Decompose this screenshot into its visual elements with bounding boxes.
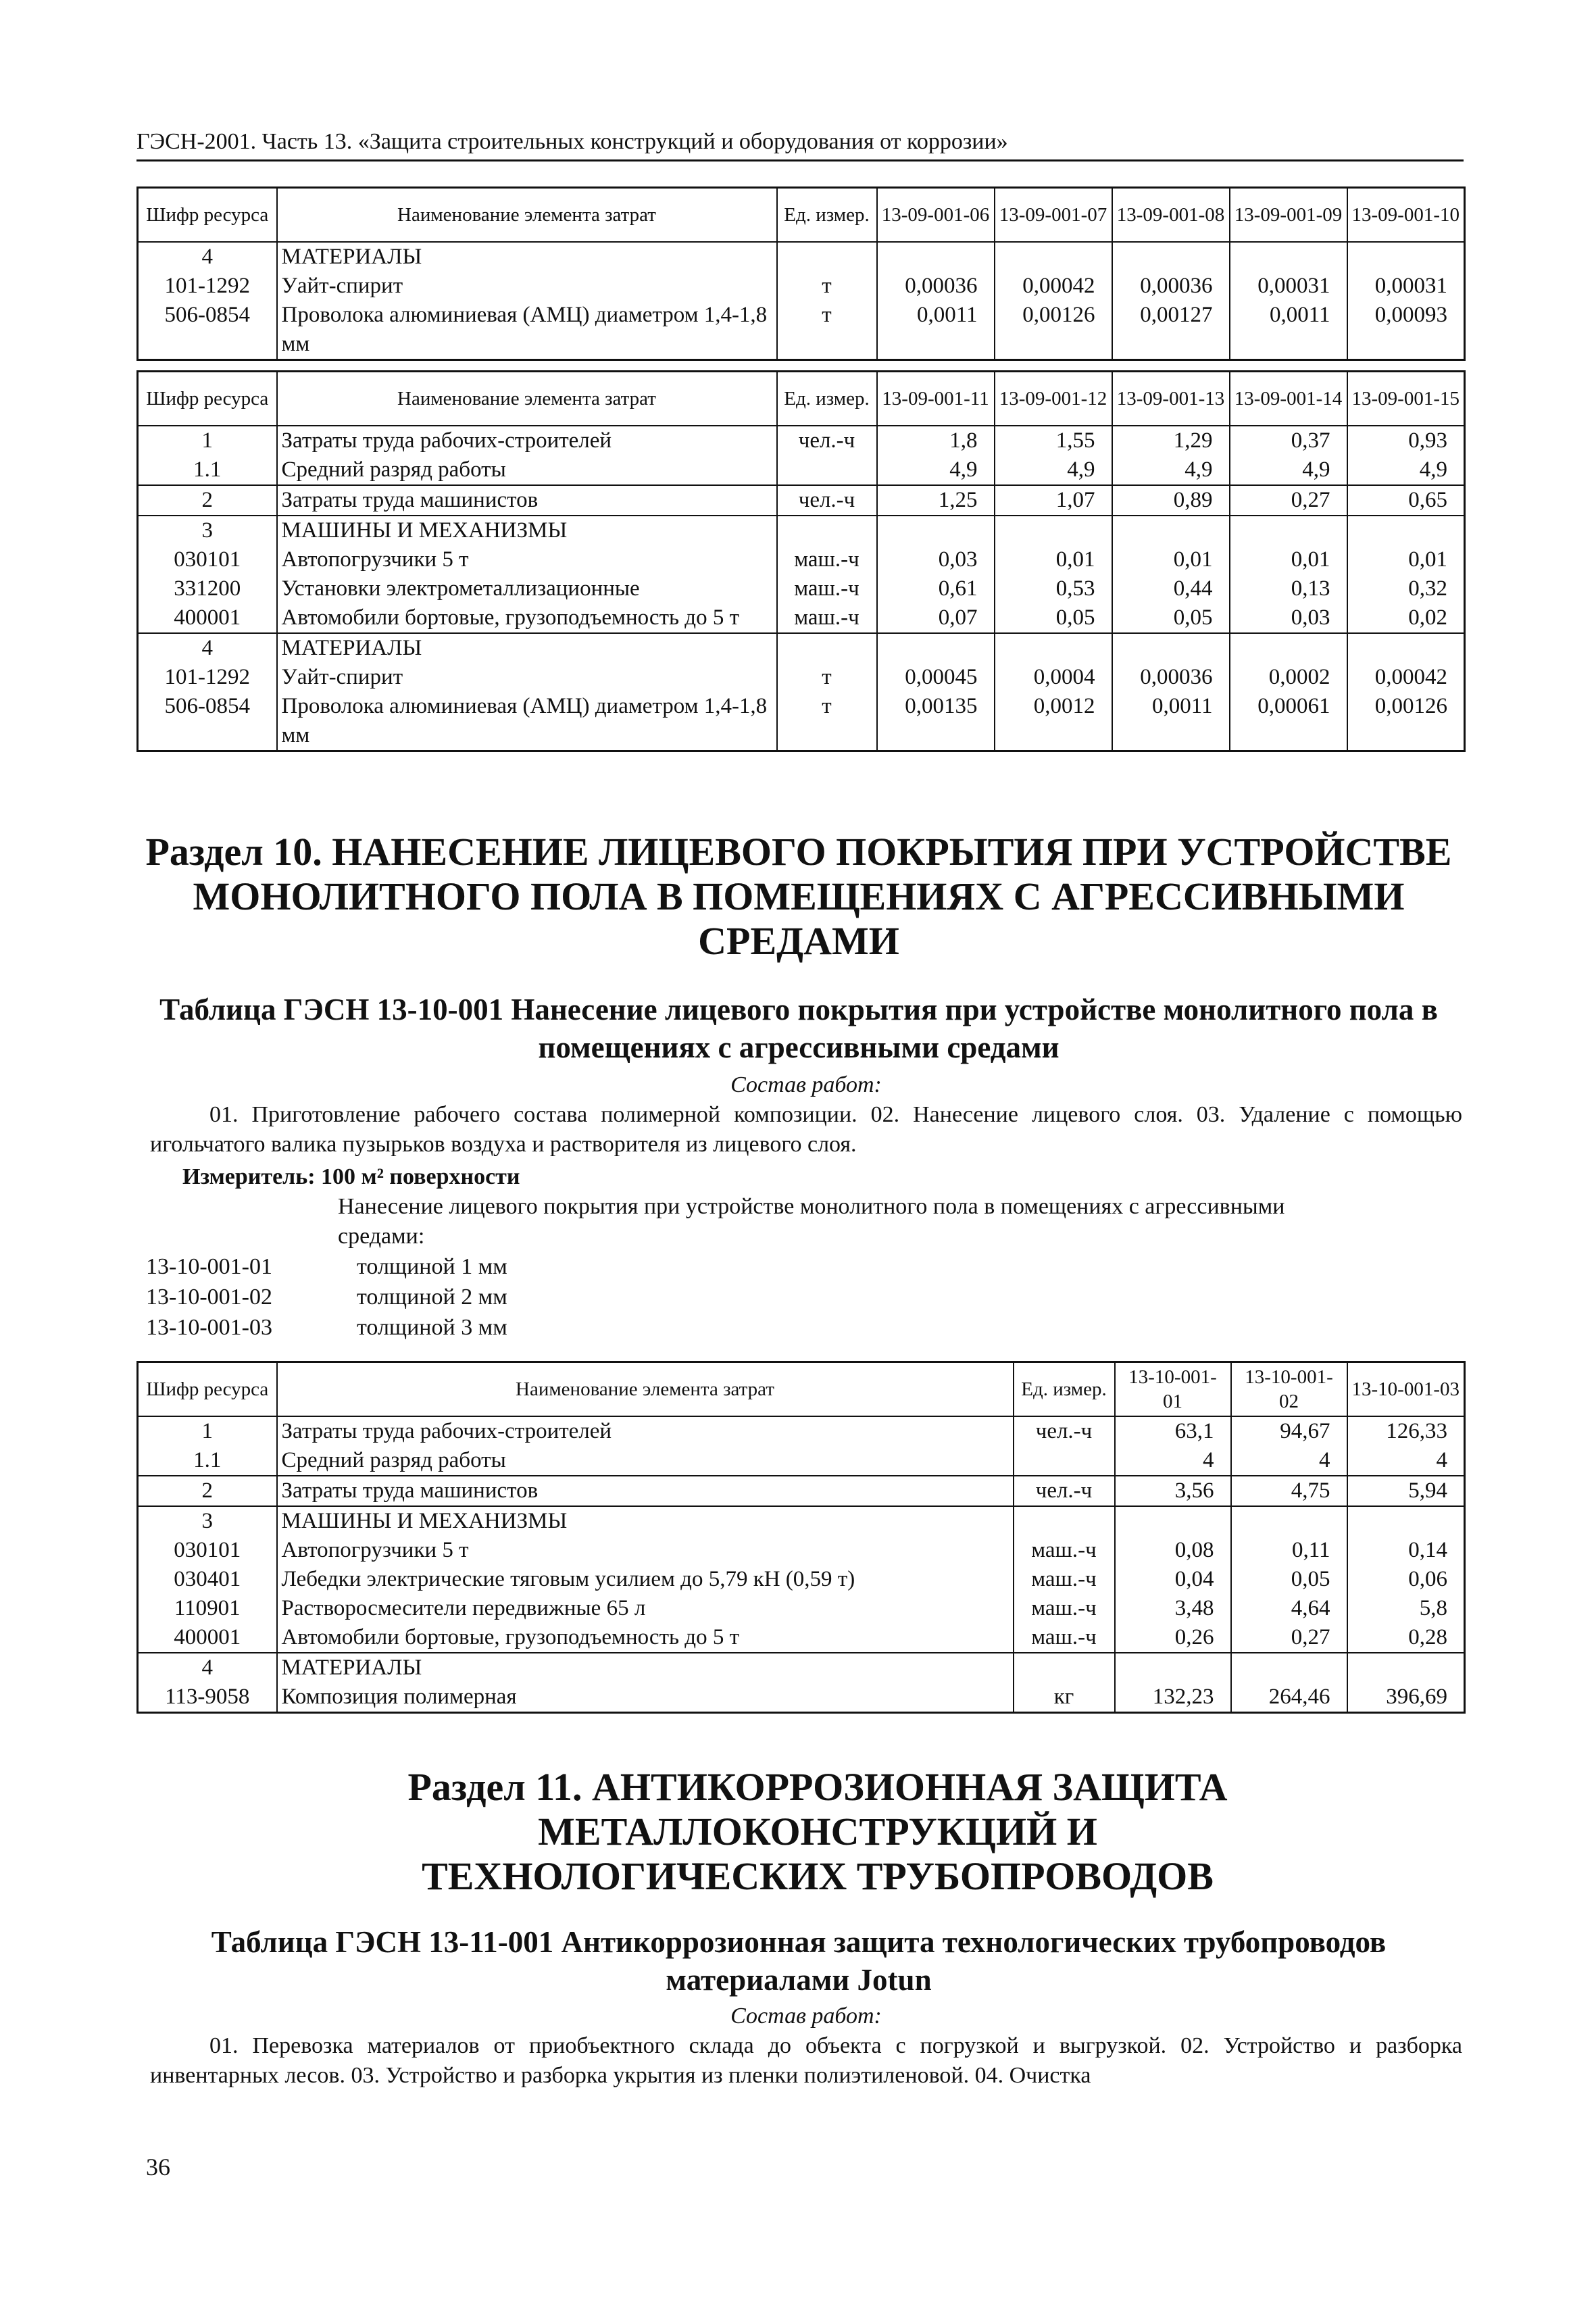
table-group-row: [138, 1476, 1465, 1506]
cell-value: [995, 633, 1112, 663]
cell-value: 0,00126: [1347, 692, 1465, 751]
cell-value: 0,61: [877, 574, 995, 603]
cell-value: 0,01: [1230, 545, 1347, 574]
cell-value: 1,07: [995, 485, 1112, 516]
cell-value: 0,65: [1347, 485, 1465, 516]
sostav-label: Состав работ:: [730, 1072, 882, 1097]
cell-unit: т: [777, 692, 877, 751]
cell-value: [1347, 242, 1465, 272]
cell-name: Затраты труда машинистов: [277, 1476, 1014, 1506]
cell-value: 0,06: [1347, 1565, 1465, 1594]
table-row: [138, 1536, 1465, 1565]
cell-value: 0,26: [1115, 1623, 1231, 1653]
cell-unit: [777, 455, 877, 485]
cell-code: 030101: [138, 1536, 277, 1565]
header-norm-code: 13-09-001-13: [1112, 372, 1230, 426]
cell-code: 2: [138, 485, 277, 516]
cell-value: [1115, 1653, 1231, 1683]
cell-unit: т: [777, 301, 877, 360]
cell-value: 0,93: [1347, 426, 1465, 455]
cell-value: 4: [1231, 1446, 1347, 1476]
cell-value: 1,25: [877, 485, 995, 516]
cell-code: 1: [138, 426, 277, 455]
cell-code: 3: [138, 1506, 277, 1536]
cell-unit: маш.-ч: [1014, 1594, 1115, 1623]
cell-value: 0,00036: [1112, 663, 1230, 692]
cell-code: 4: [138, 242, 277, 272]
cell-value: 0,00045: [877, 663, 995, 692]
cell-name: Средний разряд работы: [277, 1446, 1014, 1476]
cell-value: 0,37: [1230, 426, 1347, 455]
cell-value: [1230, 633, 1347, 663]
cell-value: [995, 242, 1112, 272]
cell-name: МАТЕРИАЛЫ: [277, 1653, 1014, 1683]
cell-value: [1230, 516, 1347, 545]
cell-name: Автопогрузчики 5 т: [277, 545, 777, 574]
cell-value: 0,89: [1112, 485, 1230, 516]
table-group-row: [138, 1416, 1465, 1446]
cell-code: 101-1292: [138, 663, 277, 692]
page-number: 36: [146, 2154, 170, 2181]
cell-value: 0,01: [995, 545, 1112, 574]
cell-value: 4: [1347, 1446, 1465, 1476]
header-unit: Ед. измер.: [777, 188, 877, 243]
work-item-list: [146, 1251, 957, 1343]
cell-value: 0,05: [1231, 1565, 1347, 1594]
table-row: [138, 574, 1465, 603]
cell-value: 0,0011: [1230, 301, 1347, 360]
cell-value: 63,1: [1115, 1416, 1231, 1446]
header-unit: Ед. измер.: [1014, 1362, 1115, 1417]
cell-value: 0,08: [1115, 1536, 1231, 1565]
cell-value: 264,46: [1231, 1683, 1347, 1713]
cell-value: 5,94: [1347, 1476, 1465, 1506]
cell-value: 0,0011: [1112, 692, 1230, 751]
header-norm-code: 13-10-001-03: [1347, 1362, 1465, 1417]
header-code: Шифр ресурса: [138, 372, 277, 426]
cell-value: [1347, 633, 1465, 663]
cell-code: 400001: [138, 1623, 277, 1653]
cell-value: [877, 242, 995, 272]
cell-code: 030401: [138, 1565, 277, 1594]
work-description: Нанесение лицевого покрытия при устройстве монолитного пола в помещениях с агрессивными средами:: [338, 1194, 1285, 1249]
cell-value: 0,04: [1115, 1565, 1231, 1594]
cell-code: 030101: [138, 545, 277, 574]
section-11-title: Раздел 11. АНТИКОРРОЗИОННАЯ ЗАЩИТА МЕТАЛЛОКОНСТРУКЦИЙ И ТЕХНОЛОГИЧЕСКИХ ТРУБОПРОВОДОВ: [407, 1765, 1228, 1898]
table-group-row: [138, 633, 1465, 663]
cell-unit: т: [777, 272, 877, 301]
table-row: [138, 301, 1465, 360]
cell-code: 331200: [138, 574, 277, 603]
cell-value: 0,44: [1112, 574, 1230, 603]
table-row: [138, 272, 1465, 301]
cell-value: 132,23: [1115, 1683, 1231, 1713]
header-norm-code: 13-09-001-06: [877, 188, 995, 243]
cell-value: 0,14: [1347, 1536, 1465, 1565]
cell-name: Затраты труда рабочих-строителей: [277, 426, 777, 455]
cell-unit: [777, 633, 877, 663]
cell-value: [1115, 1506, 1231, 1536]
cell-unit: [777, 516, 877, 545]
cell-value: 4,64: [1231, 1594, 1347, 1623]
cell-value: [1347, 1506, 1465, 1536]
cell-value: 0,00036: [877, 272, 995, 301]
table-row: [138, 663, 1465, 692]
cell-value: 0,00031: [1230, 272, 1347, 301]
cell-unit: [777, 242, 877, 272]
cell-unit: маш.-ч: [777, 545, 877, 574]
cell-unit: т: [777, 663, 877, 692]
header-norm-code: 13-09-001-12: [995, 372, 1112, 426]
cell-unit: [1014, 1506, 1115, 1536]
cell-value: 94,67: [1231, 1416, 1347, 1446]
cell-unit: маш.-ч: [1014, 1536, 1115, 1565]
cell-value: 0,03: [877, 545, 995, 574]
cell-code: 400001: [138, 603, 277, 633]
cell-value: 3,48: [1115, 1594, 1231, 1623]
table-group-row: [138, 1653, 1465, 1683]
header-norm-code: 13-09-001-09: [1230, 188, 1347, 243]
table-row: [138, 603, 1465, 633]
cell-name: Средний разряд работы: [277, 455, 777, 485]
header-norm-code: 13-09-001-07: [995, 188, 1112, 243]
cell-value: 4,9: [1230, 455, 1347, 485]
header-name: Наименование элемента затрат: [277, 372, 777, 426]
header-norm-code: 13-10-001-02: [1231, 1362, 1347, 1417]
table-row: [138, 1623, 1465, 1653]
cell-unit: [1014, 1653, 1115, 1683]
table-row: [138, 692, 1465, 751]
cell-code: 506-0854: [138, 692, 277, 751]
cell-value: 0,00036: [1112, 272, 1230, 301]
table-group-row: [138, 516, 1465, 545]
cell-value: 0,01: [1112, 545, 1230, 574]
table-row: [138, 1594, 1465, 1623]
cell-value: 1,29: [1112, 426, 1230, 455]
cell-code: 110901: [138, 1594, 277, 1623]
cell-value: [995, 516, 1112, 545]
cell-value: 4,9: [1112, 455, 1230, 485]
cell-value: 0,32: [1347, 574, 1465, 603]
cell-value: [1112, 516, 1230, 545]
cell-value: 0,13: [1230, 574, 1347, 603]
header-name: Наименование элемента затрат: [277, 188, 777, 243]
cell-value: 1,8: [877, 426, 995, 455]
cell-unit: чел.-ч: [777, 426, 877, 455]
cell-value: [1347, 1653, 1465, 1683]
work-item: 13-10-001-02 толщиной 2 мм: [146, 1285, 507, 1310]
table-13-10-001-title: Таблица ГЭСН 13-10-001 Нанесение лицевого покрытия при устройстве монолитного пола в помещениях с агрессивными средами: [159, 993, 1438, 1064]
cell-value: 0,11: [1231, 1536, 1347, 1565]
sostav-label-11: Состав работ:: [730, 2003, 882, 2028]
header-norm-code: 13-09-001-15: [1347, 372, 1465, 426]
cell-value: 0,00127: [1112, 301, 1230, 360]
section-10-title: Раздел 10. НАНЕСЕНИЕ ЛИЦЕВОГО ПОКРЫТИЯ ПРИ УСТРОЙСТВЕ МОНОЛИТНОГО ПОЛА В ПОМЕЩЕНИЯХ С АГРЕССИВНЫМИ СРЕДАМИ: [145, 830, 1452, 963]
cell-unit: чел.-ч: [777, 485, 877, 516]
cell-name: Композиция полимерная: [277, 1683, 1014, 1713]
header-code: Шифр ресурса: [138, 188, 277, 243]
cell-name: Уайт-спирит: [277, 663, 777, 692]
cell-value: [1231, 1653, 1347, 1683]
header-code: Шифр ресурса: [138, 1362, 277, 1417]
cell-value: 4,75: [1231, 1476, 1347, 1506]
cell-name: Установки электрометаллизационные: [277, 574, 777, 603]
cell-name: Автомобили бортовые, грузоподъемность до 5 т: [277, 1623, 1014, 1653]
cell-code: 1.1: [138, 455, 277, 485]
cell-unit: чел.-ч: [1014, 1476, 1115, 1506]
work-item: 13-10-001-01 толщиной 1 мм: [146, 1254, 507, 1279]
table-13-11-001-title: Таблица ГЭСН 13-11-001 Антикоррозионная защита технологических трубопроводов материалами Jotun: [211, 1925, 1387, 1997]
table-row: [138, 455, 1465, 485]
header-norm-code: 13-09-001-11: [877, 372, 995, 426]
cell-value: 126,33: [1347, 1416, 1465, 1446]
cell-value: [1112, 242, 1230, 272]
cell-unit: маш.-ч: [777, 574, 877, 603]
cell-value: 0,0011: [877, 301, 995, 360]
cell-value: 0,00126: [995, 301, 1112, 360]
cell-value: 3,56: [1115, 1476, 1231, 1506]
cell-unit: чел.-ч: [1014, 1416, 1115, 1446]
cell-value: [1230, 242, 1347, 272]
table-row: [138, 1683, 1465, 1713]
cell-value: 0,0004: [995, 663, 1112, 692]
cell-value: [1231, 1506, 1347, 1536]
cell-value: 4,9: [877, 455, 995, 485]
header-norm-code: 13-09-001-08: [1112, 188, 1230, 243]
cell-value: 0,03: [1230, 603, 1347, 633]
cell-value: 0,07: [877, 603, 995, 633]
cell-value: 0,0012: [995, 692, 1112, 751]
cell-value: 0,00031: [1347, 272, 1465, 301]
cell-name: МАТЕРИАЛЫ: [277, 242, 777, 272]
cell-name: Проволока алюминиевая (АМЦ) диаметром 1,4-1,8 мм: [277, 301, 777, 360]
cell-value: [877, 633, 995, 663]
running-header: ГЭСН-2001. Часть 13. «Защита строительных конструкций и оборудования от коррозии»: [136, 126, 1464, 161]
cell-value: 396,69: [1347, 1683, 1465, 1713]
cell-unit: маш.-ч: [777, 603, 877, 633]
cell-code: 506-0854: [138, 301, 277, 360]
work-item: 13-10-001-03 толщиной 3 мм: [146, 1315, 507, 1340]
header-name: Наименование элемента затрат: [277, 1362, 1014, 1417]
cell-name: Автомобили бортовые, грузоподъемность до 5 т: [277, 603, 777, 633]
cell-name: МАШИНЫ И МЕХАНИЗМЫ: [277, 1506, 1014, 1536]
header-norm-code: 13-10-001-01: [1115, 1362, 1231, 1417]
table-row: [138, 1565, 1465, 1594]
cell-value: [877, 516, 995, 545]
cell-value: 0,01: [1347, 545, 1465, 574]
cell-value: 0,53: [995, 574, 1112, 603]
cell-value: 0,05: [995, 603, 1112, 633]
cell-value: 0,27: [1230, 485, 1347, 516]
cell-name: Уайт-спирит: [277, 272, 777, 301]
cell-name: Автопогрузчики 5 т: [277, 1536, 1014, 1565]
cell-code: 1.1: [138, 1446, 277, 1476]
cell-unit: кг: [1014, 1683, 1115, 1713]
header-norm-code: 13-09-001-10: [1347, 188, 1465, 243]
table-group-row: [138, 426, 1465, 455]
cell-value: 0,0002: [1230, 663, 1347, 692]
cell-value: 0,00042: [1347, 663, 1465, 692]
cell-code: 4: [138, 633, 277, 663]
table-group-row: [138, 1506, 1465, 1536]
cell-value: 0,00135: [877, 692, 995, 751]
cell-code: 3: [138, 516, 277, 545]
cell-unit: маш.-ч: [1014, 1623, 1115, 1653]
cell-value: 5,8: [1347, 1594, 1465, 1623]
cell-value: [1347, 516, 1465, 545]
cell-value: 0,00093: [1347, 301, 1465, 360]
cell-name: Растворосмесители передвижные 65 л: [277, 1594, 1014, 1623]
cell-name: МАШИНЫ И МЕХАНИЗМЫ: [277, 516, 777, 545]
izmeritel: Измеритель: 100 м² поверхности: [182, 1164, 520, 1189]
cell-code: 2: [138, 1476, 277, 1506]
table-group-row: [138, 242, 1465, 272]
cell-value: 4,9: [995, 455, 1112, 485]
table-group-row: [138, 485, 1465, 516]
cell-code: 1: [138, 1416, 277, 1446]
cell-value: 0,00042: [995, 272, 1112, 301]
cell-value: 0,28: [1347, 1623, 1465, 1653]
cell-value: 0,00061: [1230, 692, 1347, 751]
cell-unit: [1014, 1446, 1115, 1476]
cell-name: Лебедки электрические тяговым усилием до 5,79 кН (0,59 т): [277, 1565, 1014, 1594]
table-row: [138, 1446, 1465, 1476]
cell-value: 4,9: [1347, 455, 1465, 485]
cell-value: [1112, 633, 1230, 663]
header-norm-code: 13-09-001-14: [1230, 372, 1347, 426]
cell-name: Затраты труда рабочих-строителей: [277, 1416, 1014, 1446]
resource-table-13-09-001-11-15: [136, 370, 1466, 752]
cell-name: Затраты труда машинистов: [277, 485, 777, 516]
cell-value: 0,02: [1347, 603, 1465, 633]
table-row: [138, 545, 1465, 574]
cell-unit: маш.-ч: [1014, 1565, 1115, 1594]
sostav-text-11: 01. Перевозка материалов от приобъектного склада до объекта с погрузкой и выгрузкой. 02. Устройство и разборка инвентарных лесов. 03. Устройство и разборка укрытия из пленки полиэтиленовой. 04. Очистка: [150, 2033, 1462, 2088]
resource-table-13-10-001: [136, 1361, 1466, 1714]
cell-value: 1,55: [995, 426, 1112, 455]
cell-code: 113-9058: [138, 1683, 277, 1713]
cell-value: 4: [1115, 1446, 1231, 1476]
cell-code: 4: [138, 1653, 277, 1683]
cell-value: 0,05: [1112, 603, 1230, 633]
cell-name: МАТЕРИАЛЫ: [277, 633, 777, 663]
cell-name: Проволока алюминиевая (АМЦ) диаметром 1,4-1,8 мм: [277, 692, 777, 751]
cell-code: 101-1292: [138, 272, 277, 301]
cell-value: 0,27: [1231, 1623, 1347, 1653]
resource-table-13-09-001-06-10: [136, 186, 1466, 361]
header-unit: Ед. измер.: [777, 372, 877, 426]
sostav-text: 01. Приготовление рабочего состава полимерной композиции. 02. Нанесение лицевого слоя. 03. Удаление с помощью игольчатого валика пузырьков воздуха и растворителя из лицевого слоя.: [150, 1102, 1462, 1157]
